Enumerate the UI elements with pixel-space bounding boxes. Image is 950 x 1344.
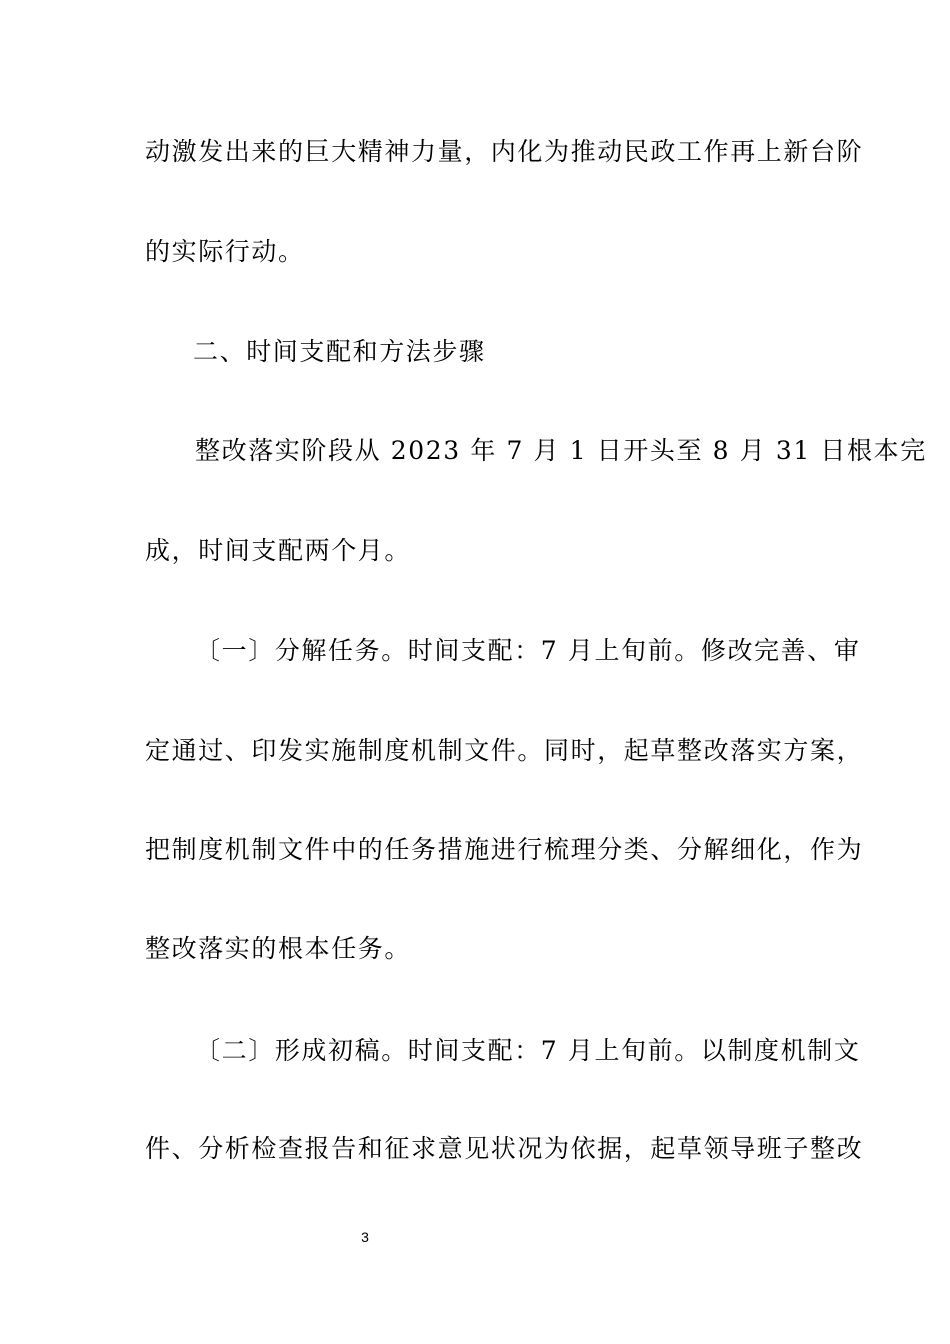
paragraph-line: 动激发出来的巨大精神力量，内化为推动民政工作再上新台阶: [145, 137, 864, 166]
paragraph-line: 整改落实的根本任务。: [145, 934, 412, 963]
paragraph-line: 的实际行动。: [145, 237, 305, 266]
paragraph-line: 〔二〕形成初稿。时间支配：7 月上旬前。以制度机制文: [195, 1036, 861, 1065]
page-number: 3: [361, 1229, 369, 1245]
paragraph-line: 把制度机制文件中的任务措施进行梳理分类、分解细化，作为: [145, 835, 864, 864]
paragraph-line: 件、分析检查报告和征求意见状况为依据，起草领导班子整改: [145, 1134, 864, 1163]
paragraph-line: 成，时间支配两个月。: [145, 536, 412, 565]
paragraph-line: 定通过、印发实施制度机制文件。同时，起草整改落实方案，: [145, 736, 864, 765]
paragraph-line: 〔一〕分解任务。时间支配：7 月上旬前。修改完善、审: [195, 636, 861, 665]
section-heading: 二、时间支配和方法步骤: [193, 337, 486, 366]
paragraph-line: 整改落实阶段从 2023 年 7 月 1 日开头至 8 月 31 日根本完: [195, 436, 927, 465]
